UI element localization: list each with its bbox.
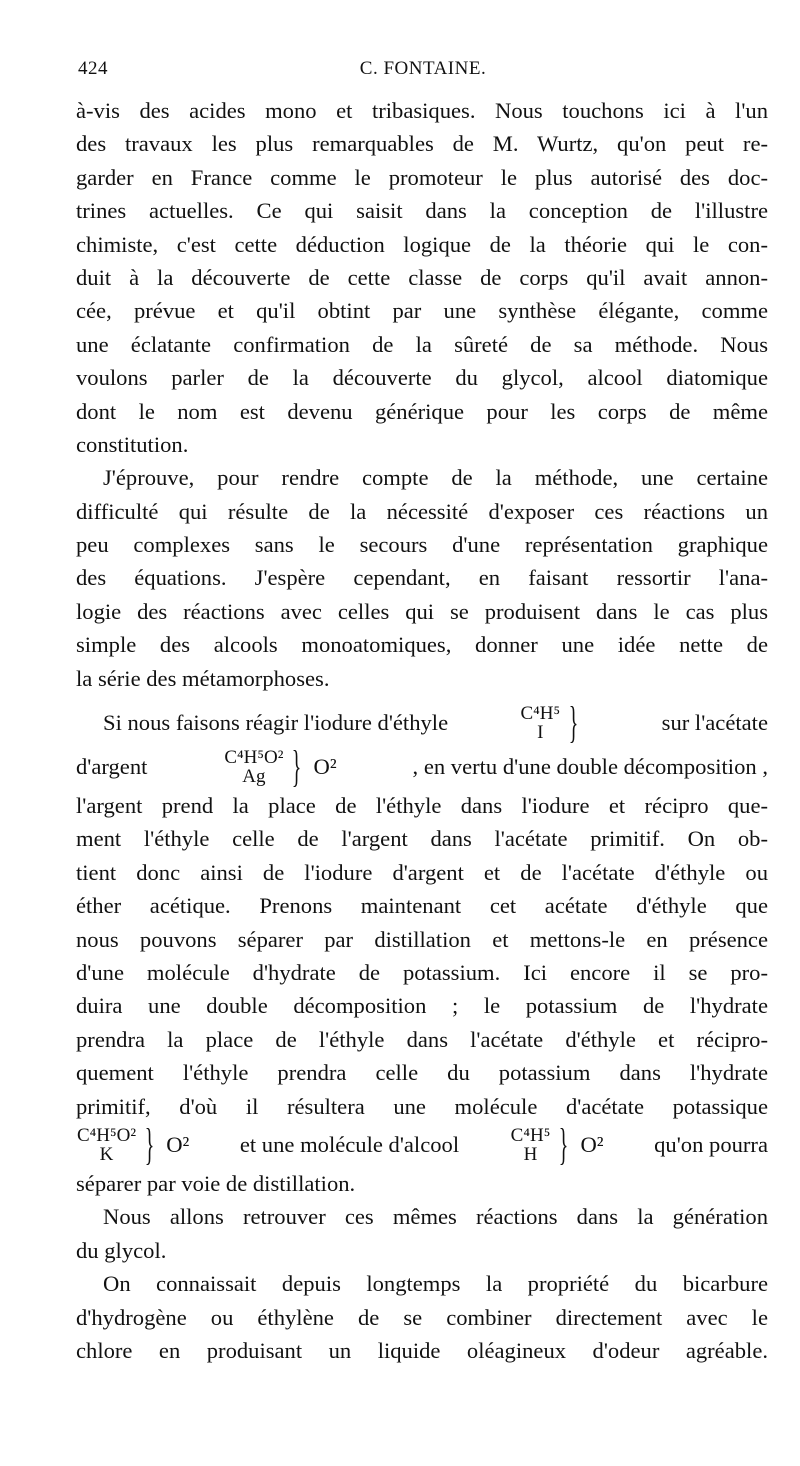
page-body: [76, 94, 768, 1367]
paragraph-2: [76, 461, 768, 695]
text-line: J'éprouve, pour rendre compte de la méthode, une certaine: [103, 465, 768, 491]
page-number: 424: [78, 58, 108, 79]
text-segment: , en vertu d'une double décomposition ,: [412, 754, 768, 780]
text-line: duira une double décomposition ; le potassium de l'hydrate: [76, 993, 768, 1019]
paragraph-4: [76, 1200, 768, 1267]
text-line: simple des alcools monoatomiques, donner une idée nette de: [76, 632, 768, 658]
brace-icon: }: [559, 1119, 569, 1169]
text-line: éther acétique. Prenons maintenant cet acétate d'éthyle que: [76, 893, 768, 919]
text-line: quement l'éthyle prendra celle du potassium dans l'hydrate: [76, 1060, 768, 1086]
formula-top: C⁴H⁵O²: [224, 747, 284, 769]
text-line: à-vis des acides mono et tribasiques. Nous touchons ici à l'un: [76, 98, 768, 123]
paragraph-1: [76, 94, 768, 461]
formula-top: C⁴H⁵O²: [77, 1124, 137, 1146]
formula-bottom: H: [523, 1143, 538, 1165]
text-line: nous pouvons séparer par distillation et mettons-le en présence: [76, 926, 768, 952]
formula-line: [76, 1119, 768, 1169]
text-line: ment l'éthyle celle de l'argent dans l'acétate primitif. On ob-: [76, 826, 768, 852]
text-line: dont le nom est devenu générique pour les corps de même: [76, 398, 768, 424]
text-line: voulons parler de la découverte du glycol, alcool diatomique: [76, 365, 768, 391]
running-head: C. FONTAINE.: [359, 58, 487, 79]
brace-icon: }: [144, 1119, 155, 1169]
text-line: des équations. J'espère cependant, en faisant ressortir l'ana-: [76, 565, 768, 591]
text-line: l'argent prend la place de l'éthyle dans l'iodure et récipro que-: [76, 793, 768, 819]
text-line: logie des réactions avec celles qui se produisent dans le cas plus: [76, 598, 768, 624]
text-segment: d'argent: [76, 754, 148, 780]
text-line: une éclatante confirmation de la sûreté de sa méthode. Nous: [76, 331, 768, 357]
text-line: Nous allons retrouver ces mêmes réactions dans la génération: [103, 1204, 768, 1230]
formula-suffix: O²: [313, 754, 337, 780]
text-line: d'hydrogène ou éthylène de se combiner directement avec le: [76, 1304, 768, 1330]
text-line: prendra la place de l'éthyle dans l'acétate d'éthyle et récipro-: [76, 1026, 768, 1052]
formula-bottom: I: [537, 722, 544, 744]
formula-suffix: O²: [166, 1132, 190, 1158]
paragraph-3: [76, 698, 768, 1200]
text-line: primitif, d'où il résultera une molécule d'acétate potassique: [76, 1093, 768, 1119]
page-header: [78, 58, 768, 88]
potassium-acetate-formula: [76, 1119, 190, 1169]
formula-suffix: O²: [580, 1132, 604, 1158]
ethyl-iodide-formula: [520, 698, 591, 748]
brace-icon: }: [292, 742, 302, 792]
brace-icon: }: [568, 698, 579, 748]
paragraph-5: [76, 1267, 768, 1367]
text-line: On connaissait depuis longtemps la propriété du bicarbure: [103, 1271, 768, 1297]
formula-line: [76, 742, 768, 792]
text-line: difficulté qui résulte de la nécessité d'exposer ces réactions un: [76, 498, 768, 524]
formula-line: [76, 698, 768, 748]
text-line: cée, prévue et qu'il obtint par une synthèse élégante, comme: [76, 298, 768, 324]
text-line: la série des métamorphoses.: [76, 665, 330, 691]
text-line: constitution.: [76, 431, 189, 457]
text-line: des travaux les plus remarquables de M. Wurtz, qu'on peut re-: [76, 131, 768, 157]
text-segment: Si nous faisons réagir l'iodure d'éthyle: [103, 710, 449, 736]
formula-top: C⁴H⁵: [520, 703, 561, 725]
text-segment: qu'on pourra: [654, 1132, 768, 1158]
text-line: séparer par voie de distillation.: [76, 1170, 356, 1196]
text-line: du glycol.: [76, 1237, 167, 1263]
text-line: chimiste, c'est cette déduction logique de la théorie qui le con-: [76, 231, 768, 257]
text-line: d'une molécule d'hydrate de potassium. Ici encore il se pro-: [76, 959, 768, 985]
text-line: tient donc ainsi de l'iodure d'argent et de l'acétate d'éthyle ou: [76, 859, 768, 885]
formula-top: C⁴H⁵: [510, 1124, 551, 1146]
text-line: peu complexes sans le secours d'une représentation graphique: [76, 532, 768, 558]
text-line: chlore en produisant un liquide oléagineux d'odeur agréable.: [76, 1337, 768, 1363]
text-line: garder en France comme le promoteur le plus autorisé des doc-: [76, 164, 768, 190]
text-segment: sur l'acétate: [661, 710, 768, 736]
formula-bottom: Ag: [242, 766, 266, 788]
silver-acetate-formula: [223, 742, 337, 792]
alcohol-formula: [510, 1119, 604, 1169]
text-line: duit à la découverte de cette classe de corps qu'il avait annon-: [76, 264, 768, 290]
formula-bottom: K: [99, 1143, 114, 1165]
text-segment: et une molécule d'alcool: [239, 1132, 460, 1158]
text-line: trines actuelles. Ce qui saisit dans la conception de l'illustre: [76, 198, 768, 224]
